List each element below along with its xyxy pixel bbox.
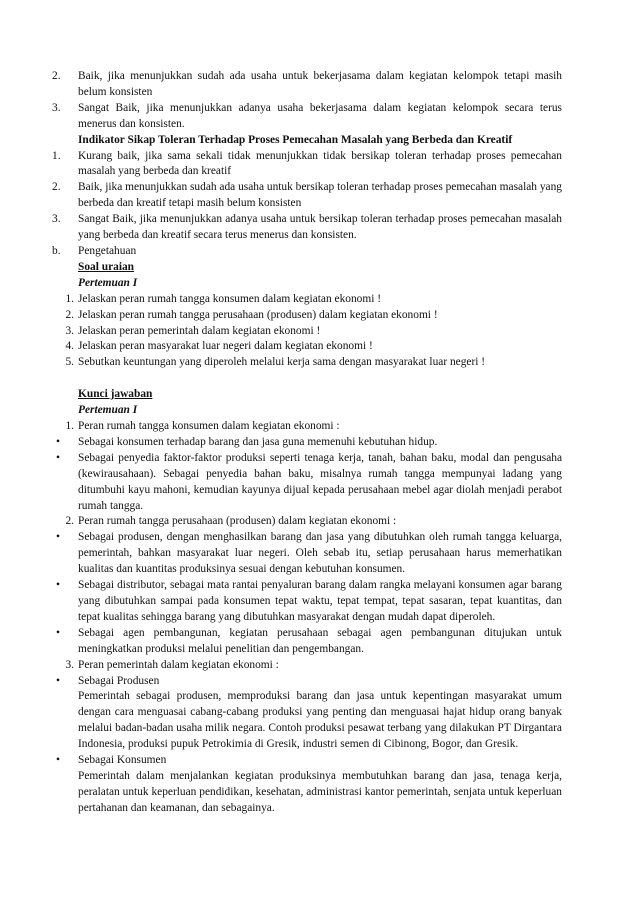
answer-number: 2. (65, 515, 74, 528)
section-heading (52, 244, 562, 260)
question-text: Jelaskan peran rumah tangga perusahaan (produsen) dalam kegiatan ekonomi ! (78, 308, 438, 321)
bullet-title: Sebagai Konsumen (78, 754, 167, 767)
item-text: Sangat Baik, jika menunjukkan adanya usaha untuk bersikap toleran terhadap proses pemecahan masalah yang berbeda dan kreatif secara terus menerus dan konsisten. (78, 213, 562, 242)
item-number: 3. (52, 101, 61, 114)
question-number: 2. (65, 308, 74, 321)
question-item (52, 308, 562, 324)
answer-item (52, 658, 562, 674)
list-item (52, 180, 562, 212)
answer-number: 3. (65, 658, 74, 671)
answer-text: Peran pemerintah dalam kegiatan ekonomi : (78, 658, 279, 671)
question-item (52, 339, 562, 355)
bullet-icon: • (56, 626, 60, 639)
item-number: 2. (52, 70, 61, 82)
bullet-icon: • (56, 754, 60, 767)
list-item (52, 149, 562, 181)
bullet-icon: • (56, 531, 60, 544)
document-content (52, 69, 562, 817)
item-text: Sangat Baik, jika menunjukkan adanya usaha bekerjasama dalam kegiatan kelompok secara terus menerus dan konsisten. (78, 101, 562, 130)
item-number: 2. (52, 181, 61, 194)
item-number: 3. (52, 213, 61, 226)
question-number: 5. (65, 356, 74, 369)
bullet-item (52, 753, 562, 817)
item-number: 1. (52, 149, 61, 162)
question-text: Jelaskan peran pemerintah dalam kegiatan ekonomi ! (78, 324, 321, 337)
item-text: Baik, jika menunjukkan sudah ada usaha untuk bersikap toleran terhadap proses pemecahan masalah yang berbeda dan kreatif tetapi masih belum konsisten (78, 181, 562, 210)
soal-title: Soal uraian (78, 260, 135, 273)
list-item (52, 212, 562, 244)
question-item (52, 292, 562, 308)
bullet-text: Sebagai produsen, dengan menghasilkan barang dan jasa yang dibutuhkan oleh rumah tangga keluarga, pemerintah, bahkan masyarakat luar negeri. Oleh sebab itu, setiap perusahaan harus memerhatikan kualitas dan kuantitas produksinya sesuai dengan kebutuhan konsumen. (78, 531, 562, 576)
bullet-item (52, 578, 562, 626)
section-letter: b. (52, 244, 61, 257)
bullet-text: Pemerintah dalam menjalankan kegiatan produksinya membutuhkan barang dan jasa, tenaga kerja, peralatan untuk keperluan pendidikan, kesehatan, administrasi kantor pemerintah, senjata untuk keperluan pertahanan dan keamanan, dan sebagainya. (78, 769, 562, 814)
bullet-item (52, 435, 562, 451)
question-text: Sebutkan keuntungan yang diperoleh melalui kerja sama dengan masyarakat luar negeri ! (78, 356, 486, 369)
list-item (52, 101, 562, 133)
bullet-item (52, 626, 562, 658)
bullet-icon: • (56, 451, 60, 464)
bullet-title: Sebagai Produsen (78, 674, 160, 687)
answer-item (52, 514, 562, 530)
item-text: Baik, jika menunjukkan sudah ada usaha untuk bekerjasama dalam kegiatan kelompok tetapi masih belum konsisten (78, 70, 562, 98)
bullet-text: Sebagai konsumen terhadap barang dan jasa guna memenuhi kebutuhan hidup. (78, 435, 438, 448)
section-title: Pengetahuan (78, 244, 137, 257)
question-item (52, 355, 562, 371)
question-item (52, 324, 562, 340)
bullet-text: Pemerintah sebagai produsen, memproduksi barang dan jasa untuk kepentingan masyarakat umum dengan cara menguasai cabang-cabang produksi yang penting dan menguasai hajat hidup orang banyak melalui badan-badan usaha milik negara. Contoh produksi pesawat terbang yang dilakukan PT Dirgantara Indonesia, produksi pupuk Petrokimia di Gresik, industri semen di Cibinong, Bogor, dan Gresik. (78, 690, 562, 751)
kunci-title: Kunci jawaban (78, 388, 153, 401)
question-number: 1. (65, 292, 74, 305)
spacer (52, 371, 562, 387)
item-text: Kurang baik, jika sama sekali tidak menunjukkan tidak bersikap toleran terhadap proses pemecahan masalah yang berbeda dan kreatif (78, 149, 562, 178)
answer-number: 1. (65, 420, 74, 433)
bullet-text: Sebagai agen pembangunan, kegiatan perusahaan sebagai agen pembangunan ditujukan untuk meningkatkan produksi melalui penelitian dan pengembangan. (78, 626, 562, 655)
answer-text: Peran rumah tangga perusahaan (produsen) dalam kegiatan ekonomi : (78, 515, 397, 528)
meeting-label: Pertemuan I (78, 276, 138, 289)
bullet-text: Sebagai penyedia faktor-faktor produksi seperti tenaga kerja, tanah, bahan baku, modal dan pengusaha (kewirausahaan). Sebagai penyedia bahan baku, misalnya rumah tangga mempunyai ladang yang ditumbuhi kayu mahoni, kemudian kayunya dijual kepada perusahaan mebel agar diolah menjadi perabot rumah tangga. (78, 451, 562, 512)
bullet-item (52, 451, 562, 515)
question-text: Jelaskan peran rumah tangga konsumen dalam kegiatan ekonomi ! (78, 292, 382, 305)
question-text: Jelaskan peran masyarakat luar negeri dalam kegiatan ekonomi ! (78, 340, 373, 353)
answer-text: Peran rumah tangga konsumen dalam kegiatan ekonomi : (78, 420, 340, 433)
meeting-label: Pertemuan I (78, 404, 138, 417)
question-number: 3. (65, 324, 74, 337)
bullet-icon: • (56, 674, 60, 687)
bullet-item (52, 530, 562, 578)
bullet-icon: • (56, 435, 60, 448)
bullet-icon: • (56, 579, 60, 592)
bullet-item (52, 674, 562, 754)
question-number: 4. (65, 340, 74, 353)
list-item (52, 69, 562, 101)
bullet-text: Sebagai distributor, sebagai mata rantai penyaluran barang dalam rangka melayani konsumen agar barang yang dibutuhkan sampai pada konsumen tepat waktu, tepat tempat, tepat sasaran, tepat kuantitas, dan tepat kualitas sehingga barang yang dibutuhkan masyarakat dengan mudah dapat diperoleh. (78, 579, 562, 623)
indicator-title: Indikator Sikap Toleran Terhadap Proses Pemecahan Masalah yang Berbeda dan Kreatif (78, 133, 513, 146)
answer-item (52, 419, 562, 435)
